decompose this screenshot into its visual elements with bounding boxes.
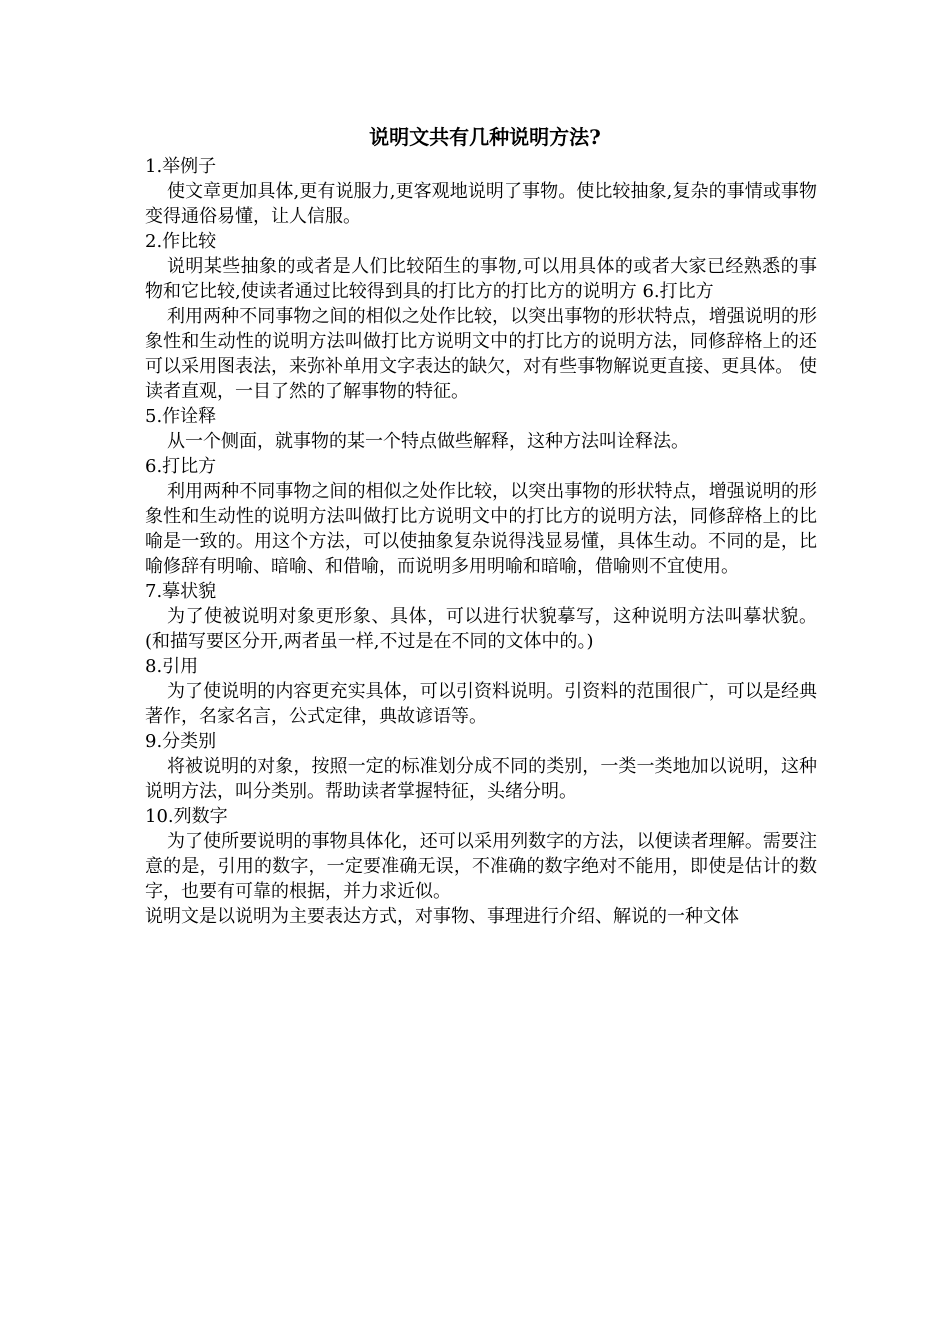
section-heading: 9.分类别 — [145, 731, 217, 752]
section-text: 使文章更加具体,更有说服力,更客观地说明了事物。使比较抽象,复杂的事情或事物变得通俗易懂，让人信服。 — [145, 181, 817, 227]
section-text: 利用两种不同事物之间的相似之处作比较，以突出事物的形状特点，增强说明的形象性和生动性的说明方法叫做打比方说明文中的打比方的说明方法，同修辞格上的还可以采用图表法，来弥补单用文字表达的缺欠，对有些事物解说更直接、更具体。 使读者直观，一目了然的了解事物的特征。 — [145, 306, 817, 402]
section-text: 为了使所要说明的事物具体化，还可以采用列数字的方法，以便读者理解。需要注意的是，引用的数字，一定要准确无误，不准确的数字绝对不能用，即使是估计的数字，也要有可靠的根据，并力求近似。 — [145, 831, 817, 902]
section-analogy-continued — [145, 304, 817, 404]
section-text: 为了使说明的内容更充实具体，可以引资料说明。引资料的范围很广，可以是经典著作，名家名言，公式定律，典故谚语等。 — [145, 681, 817, 727]
section-heading: 7.摹状貌 — [145, 581, 217, 602]
document-page — [145, 122, 817, 929]
section-example — [145, 154, 817, 229]
section-comparison — [145, 229, 817, 304]
section-citation — [145, 654, 817, 729]
section-numbers — [145, 804, 817, 904]
section-text: 从一个侧面，就事物的某一个特点做些解释，这种方法叫诠释法。 — [167, 431, 689, 452]
section-explanation — [145, 404, 817, 454]
section-heading: 2.作比较 — [145, 231, 217, 252]
section-heading: 5.作诠释 — [145, 406, 217, 427]
section-text: 说明某些抽象的或者是人们比较陌生的事物,可以用具体的或者大家已经熟悉的事物和它比较,使读者通过比较得到具的打比方的打比方的说明方 6.打比方 — [145, 256, 817, 302]
section-description — [145, 579, 817, 654]
section-heading: 6.打比方 — [145, 456, 217, 477]
closing-paragraph: 说明文是以说明为主要表达方式，对事物、事理进行介绍、解说的一种文体 — [145, 906, 739, 927]
section-text: 为了使被说明对象更形象、具体，可以进行状貌摹写，这种说明方法叫摹状貌。(和描写要区分开,两者虽一样,不过是在不同的文体中的。) — [145, 606, 817, 652]
section-heading: 10.列数字 — [145, 806, 228, 827]
section-text: 利用两种不同事物之间的相似之处作比较，以突出事物的形状特点，增强说明的形象性和生动性的说明方法叫做打比方说明文中的打比方的说明方法，同修辞格上的比喻是一致的。用这个方法，可以使抽象复杂说得浅显易懂，具体生动。不同的是，比喻修辞有明喻、暗喻、和借喻，而说明多用明喻和暗喻，借喻则不宜使用。 — [145, 481, 817, 577]
document-title: 说明文共有几种说明方法? — [369, 125, 601, 149]
section-classification — [145, 729, 817, 804]
section-heading: 1.举例子 — [145, 156, 217, 177]
section-analogy — [145, 454, 817, 579]
section-heading: 8.引用 — [145, 656, 199, 677]
section-text: 将被说明的对象，按照一定的标准划分成不同的类别，一类一类地加以说明，这种说明方法，叫分类别。帮助读者掌握特征，头绪分明。 — [145, 756, 817, 802]
